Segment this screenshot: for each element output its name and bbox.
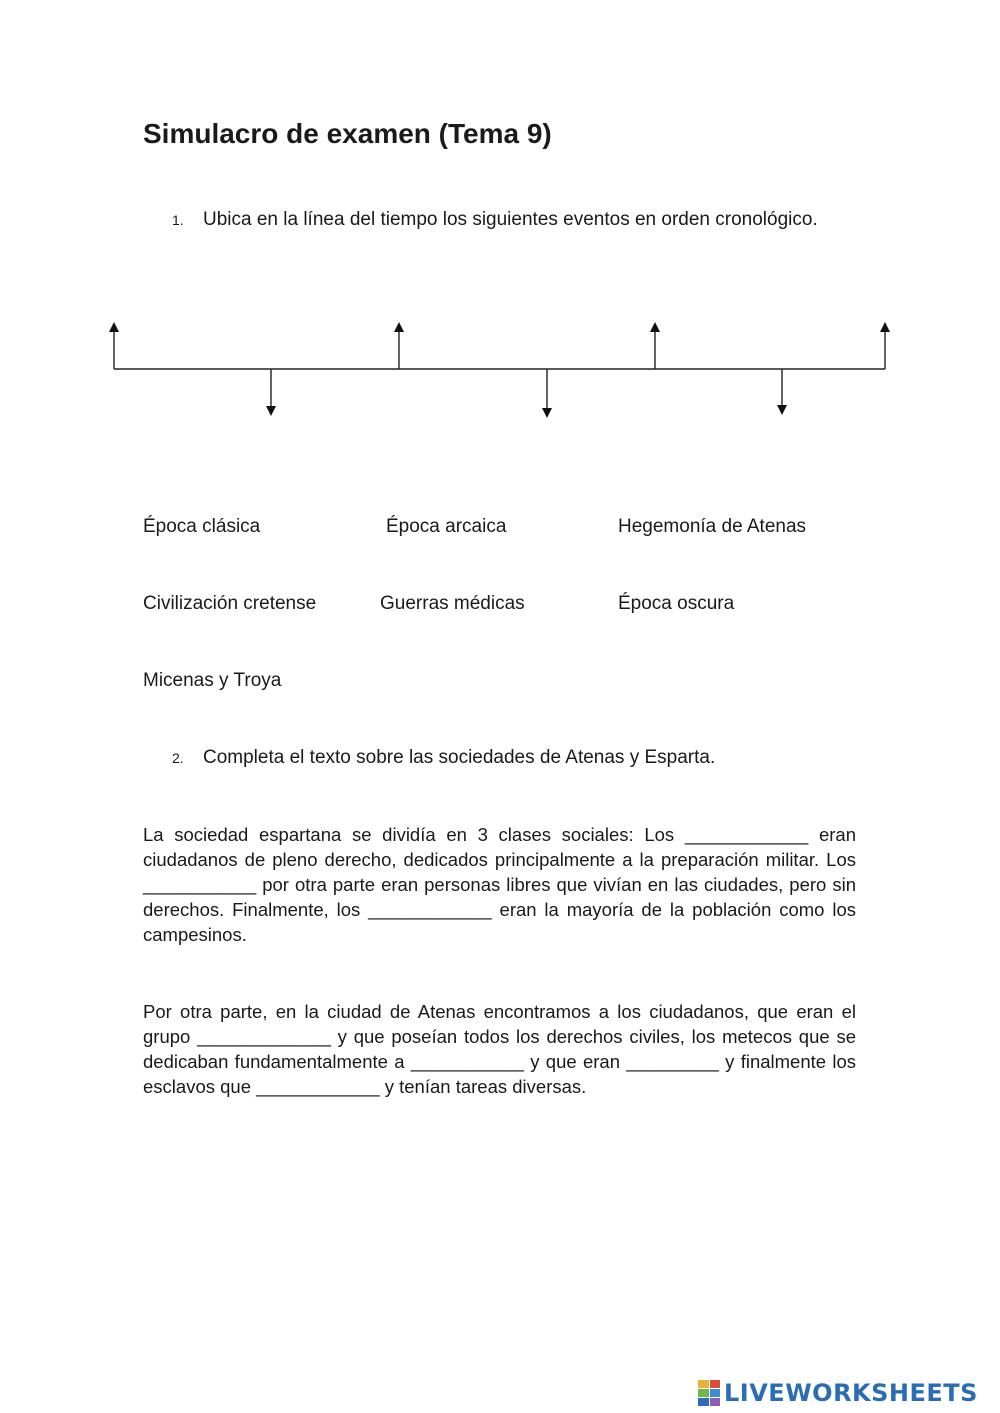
page-title: Simulacro de examen (Tema 9) bbox=[143, 118, 552, 149]
timeline-arrow-up bbox=[394, 322, 404, 369]
event-label: Hegemonía de Atenas bbox=[618, 516, 807, 537]
event-label: Civilización cretense bbox=[143, 593, 317, 614]
question-2-number: 2. bbox=[172, 750, 184, 766]
question-2-text: Completa el texto sobre las sociedades de Atenas y Esparta. bbox=[203, 747, 716, 768]
timeline-arrow-up bbox=[109, 322, 119, 369]
timeline-arrow-up bbox=[650, 322, 660, 369]
logo-badge-icon bbox=[698, 1380, 720, 1406]
event-label: Guerras médicas bbox=[380, 593, 525, 614]
paragraph-athens: Por otra parte, en la ciudad de Atenas encontramos a los ciudadanos, que eran el grupo _____________ y que poseían todos los derechos civiles, los metecos que se dedicaban fundamentalmente a ___________ y que eran _________ y finalmente los esclavos que ____________ y tenían tareas diversas. bbox=[143, 1001, 856, 1097]
question-1-number: 1. bbox=[172, 212, 184, 228]
timeline-arrow-up bbox=[880, 322, 890, 369]
question-2 bbox=[172, 747, 715, 769]
event-label: Micenas y Troya bbox=[143, 670, 282, 691]
timeline-arrow-down bbox=[266, 369, 276, 416]
logo-text: LIVEWORKSHEETS bbox=[724, 1379, 978, 1407]
event-label: Época oscura bbox=[618, 593, 735, 614]
liveworksheets-logo bbox=[698, 1378, 978, 1408]
timeline bbox=[0, 0, 1000, 450]
event-label: Época clásica bbox=[143, 516, 261, 537]
question-1-text: Ubica en la línea del tiempo los siguientes eventos en orden cronológico. bbox=[203, 209, 818, 230]
timeline-arrow-down bbox=[542, 369, 552, 418]
paragraph-sparta: La sociedad espartana se dividía en 3 clases sociales: Los ____________ eran ciudadanos de pleno derecho, dedicados principalmente a la preparación militar. Los ___________ por otra parte eran personas libres que vivían en las ciudades, pero sin derechos. Finalmente, los ____________ eran la mayoría de la población como los campesinos. bbox=[143, 824, 856, 945]
timeline-arrow-down bbox=[777, 369, 787, 415]
event-label: Época arcaica bbox=[386, 516, 507, 537]
